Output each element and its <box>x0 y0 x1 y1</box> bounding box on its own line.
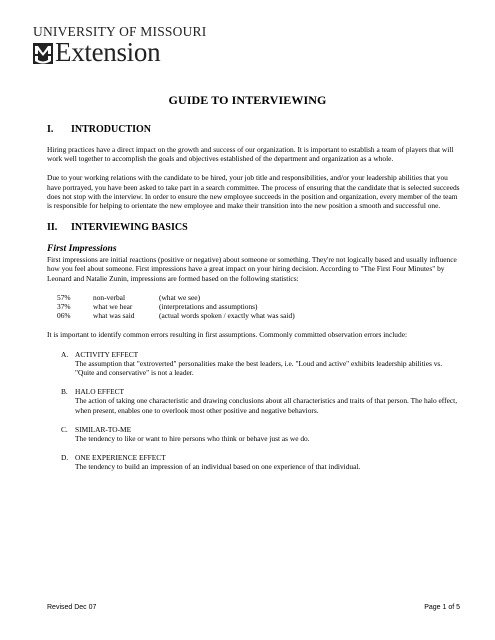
list-item <box>61 453 462 471</box>
stat-description: (what we see) <box>159 292 201 302</box>
stat-description: (actual words spoken / exactly what was said) <box>159 311 295 321</box>
list-letter: A. <box>61 349 69 359</box>
logo-university-name: UNIVERSITY OF MISSOURI <box>33 24 207 39</box>
section-number: I. <box>47 124 54 135</box>
footer-page-number: Page 1 of 5 <box>424 604 460 611</box>
footer-revision-date: Revised Dec 07 <box>47 604 97 611</box>
document-body <box>47 120 462 482</box>
observation-errors-list <box>61 350 462 472</box>
intro-paragraph-1: Hiring practices have a direct impact on the growth and success of our organization. It is important to establish a team of players that will work well together to accomplish the goals and objectives established of the department and organization as a whole. <box>47 145 454 164</box>
stat-what: what we hear <box>93 302 133 312</box>
university-logo <box>33 24 207 72</box>
stat-what: what was said <box>93 311 135 321</box>
stat-percent: 06% <box>57 311 71 321</box>
list-letter: D. <box>61 453 69 463</box>
section-title: INTERVIEWING BASICS <box>71 222 188 234</box>
statistics-table <box>57 293 462 321</box>
section-title: INTRODUCTION <box>71 124 152 135</box>
page-title: GUIDE TO INTERVIEWING <box>168 93 327 107</box>
list-item <box>61 350 462 378</box>
list-item-text: The action of taking one characteristic and drawing conclusions about all characteristics and traits of that person. The halo effect, when present, enables one to overlook most other positive and negative behaviors. <box>75 396 458 415</box>
statistics-row <box>57 302 462 311</box>
list-item-title: HALO EFFECT <box>75 387 125 397</box>
observation-errors-intro: It is important to identify common errors resulting in first assumptions. Commonly committed observation errors include: <box>47 330 408 340</box>
list-item-title: ACTIVITY EFFECT <box>75 349 139 359</box>
statistics-row <box>57 293 462 302</box>
list-item-text: The tendency to build an impression of an individual based on one experience of that individual. <box>75 462 361 472</box>
list-item-text: The tendency to like or want to hire persons who think or behave just as we do. <box>75 434 310 444</box>
section-number: II. <box>47 222 58 234</box>
list-letter: B. <box>61 387 68 397</box>
logo-extension: Extension <box>55 37 161 67</box>
first-impressions-paragraph: First impressions are initial reactions (positive or negative) about someone or something. They're not logically based and usually influence how you feel about someone. First impressions have a great impact on your hiring decision. According to "The First Four Minutes" by Leonard and Natalie Zunin, impressions are formed based on the following statistics: <box>47 255 457 283</box>
intro-paragraph-2: Due to your working relations with the candidate to be hired, your job title and responsibilities, and/or your leadership abilities that you have portrayed, you have been asked to take part in a search committee. The process of ensuring that the candidate that is selected succeeds does not stop with the interview. In order to ensure the new employee succeeds in the position and organization, every member of the team is responsible for helping to orientate the new employee and make their transition into the new position a smooth and successful one. <box>47 173 460 211</box>
stat-percent: 57% <box>57 292 71 302</box>
stat-description: (interpretations and assumptions) <box>159 302 258 312</box>
section-heading-interviewing-basics <box>47 222 462 233</box>
section-heading-introduction <box>47 124 462 135</box>
list-item-text: The assumption that "extroverted" personalities make the best leaders, i.e. "Loud and active" exhibits leadership abilities vs. "Quite and conservative" is not a leader. <box>75 358 443 378</box>
statistics-row <box>57 311 462 320</box>
stat-what: non-verbal <box>93 292 126 302</box>
list-item <box>61 425 462 443</box>
subheading-first-impressions: First Impressions <box>47 243 117 255</box>
list-letter: C. <box>61 424 68 434</box>
mu-shield-icon <box>33 41 53 65</box>
stat-percent: 37% <box>57 302 71 312</box>
list-item <box>61 387 462 415</box>
list-item-title: SIMILAR-TO-ME <box>75 424 132 434</box>
list-item-title: ONE EXPERIENCE EFFECT <box>75 453 166 463</box>
